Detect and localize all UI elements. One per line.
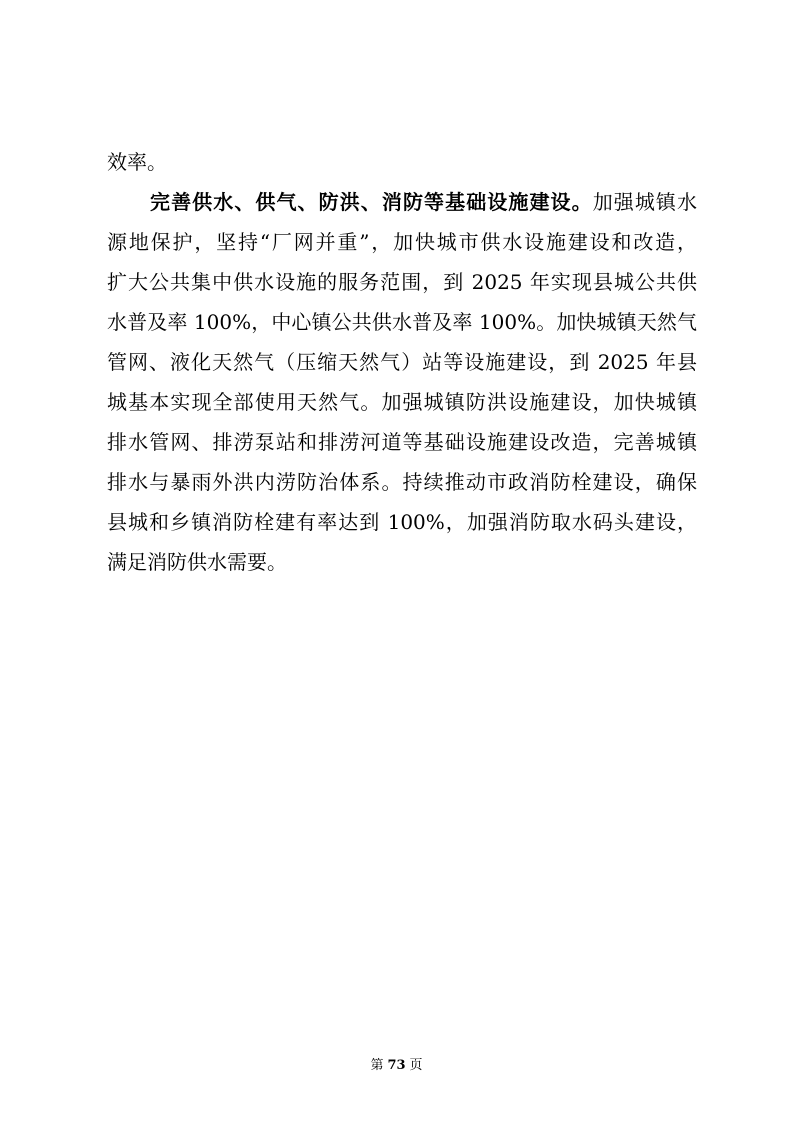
paragraph-line — [107, 507, 697, 537]
paragraph-line — [107, 347, 697, 377]
paragraph-line — [107, 387, 697, 417]
line-text: 扩大公共集中供水设施的服务范围，到 2025 年实现县城公共供 — [107, 270, 697, 294]
paragraph-line-final — [107, 547, 697, 577]
line-text: 水普及率 100%，中心镇公共供水普及率 100%。加快城镇天然气 — [107, 310, 697, 334]
paragraph-line — [107, 467, 697, 497]
paragraph-line — [107, 227, 697, 257]
page-number: 73 — [387, 1058, 406, 1073]
paragraph-line-heading — [150, 187, 697, 217]
paragraph-line-continuation — [107, 147, 697, 177]
page-footer — [0, 1057, 793, 1075]
line-text: 加强城镇水 — [592, 190, 698, 214]
paragraph-line — [107, 307, 697, 337]
section-heading: 完善供水、供气、防洪、消防等基础设施建设。 — [150, 190, 593, 214]
line-text: 排水管网、排涝泵站和排涝河道等基础设施建设改造，完善城镇 — [107, 430, 697, 454]
paragraph-line — [107, 427, 697, 457]
line-text: 管网、液化天然气（压缩天然气）站等设施建设，到 2025 年县 — [107, 350, 697, 374]
line-text: 效率。 — [107, 150, 167, 174]
line-text: 满足消防供水需要。 — [107, 550, 287, 574]
line-text: 源地保护，坚持“厂网并重”，加快城市供水设施建设和改造， — [107, 230, 697, 254]
line-text: 排水与暴雨外洪内涝防治体系。持续推动市政消防栓建设，确保 — [107, 470, 697, 494]
page-number-prefix: 第 — [370, 1058, 384, 1073]
line-text: 县城和乡镇消防栓建有率达到 100%，加强消防取水码头建设， — [107, 510, 697, 534]
paragraph-line — [107, 267, 697, 297]
page-number-suffix: 页 — [409, 1058, 423, 1073]
line-text: 城基本实现全部使用天然气。加强城镇防洪设施建设，加快城镇 — [107, 390, 697, 414]
